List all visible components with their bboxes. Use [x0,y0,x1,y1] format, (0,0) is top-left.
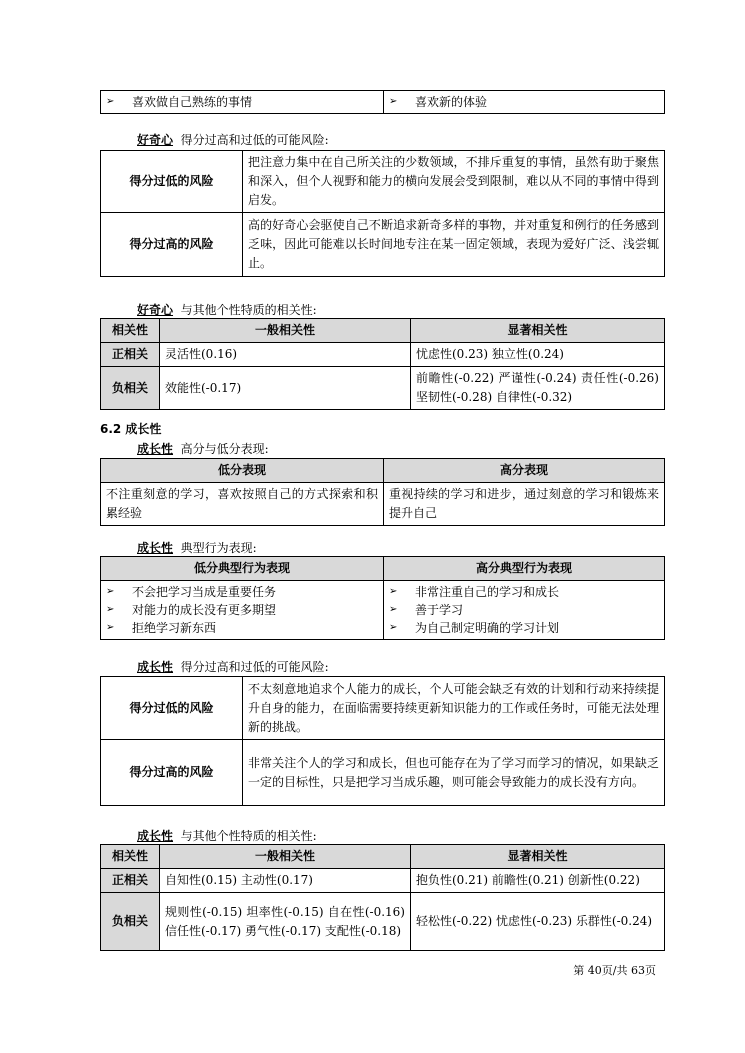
col-header: 高分典型行为表现 [384,557,665,581]
low-performance: 不注重刻意的学习，喜欢按照自己的方式探索和积累经验 [101,483,384,526]
col-header: 低分表现 [101,459,384,483]
row-label: 负相关 [101,893,160,951]
risk-low-label: 得分过低的风险 [101,151,243,213]
list-item: ➢ 非常注重自己的学习和成长 [389,585,560,599]
top-table-left-cell: ➢ 喜欢做自己熟练的事情 [101,91,384,114]
risk-low-text: 把注意力集中在自己所关注的少数领域，不排斥重复的事情，虽然有助于聚焦和深入，但个人视野和能力的横向发展会受到限制，难以从不同的事情中得到启发。 [243,151,665,213]
col-header: 相关性 [101,319,160,343]
growth-behavior-table [100,556,665,640]
growth-behavior-heading: 成长性 典型行为表现: [137,541,257,555]
general-corr: 自知性(0.15) 主动性(0.17) [160,869,411,893]
risk-high-text: 非常关注个人的学习和成长，但也可能存在为了学习而学习的情况，如果缺乏一定的目标性，只是把学习当成乐趣，则可能会导致能力的成长没有方向。 [243,740,665,806]
significant-corr: 轻松性(-0.22) 忧虑性(-0.23) 乐群性(-0.24) [411,893,665,951]
bullet-icon: ➢ [389,586,398,597]
bullet-icon: ➢ [389,604,398,615]
col-header: 一般相关性 [160,319,411,343]
growth-risk-heading: 成长性 得分过高和过低的可能风险: [137,660,329,674]
growth-corr-heading: 成长性 与其他个性特质的相关性: [137,829,317,843]
risk-high-text: 高的好奇心会驱使自己不断追求新奇多样的事物，并对重复和例行的任务感到乏味，因此可能难以长时间地专注在某一固定领域，表现为爱好广泛、浅尝辄止。 [243,213,665,277]
col-header: 显著相关性 [411,319,665,343]
high-behavior-list [384,581,665,640]
general-corr: 规则性(-0.15) 坦率性(-0.15) 自在性(-0.16) 信任性(-0.17) 勇气性(-0.17) 支配性(-0.18) [160,893,411,951]
general-corr: 效能性(-0.17) [160,367,411,410]
list-item: ➢ 对能力的成长没有更多期望 [106,603,277,617]
page-number: 第 40页/共 63页 [573,964,656,977]
risk-high-label: 得分过高的风险 [101,213,243,277]
bullet-icon: ➢ [106,96,115,107]
col-header: 一般相关性 [160,845,411,869]
growth-perf-table [100,458,665,526]
top-table [100,90,665,114]
col-header: 显著相关性 [411,845,665,869]
curiosity-risk-table [100,150,665,277]
list-item: ➢ 不会把学习当成是重要任务 [106,585,277,599]
top-table-right-cell: ➢ 喜欢新的体验 [384,91,665,114]
bullet-icon: ➢ [106,586,115,597]
growth-corr-table [100,844,665,951]
list-item: ➢ 为自己制定明确的学习计划 [389,621,560,635]
risk-low-text: 不太刻意地追求个人能力的成长，个人可能会缺乏有效的计划和行动来持续提升自身的能力，在面临需要持续更新知识能力的工作或任务时，可能无法处理新的挑战。 [243,677,665,740]
high-performance: 重视持续的学习和进步，通过刻意的学习和锻炼来提升自己 [384,483,665,526]
curiosity-risk-heading: 好奇心 得分过高和过低的可能风险: [137,133,329,147]
bullet-icon: ➢ [106,604,115,615]
risk-low-label: 得分过低的风险 [101,677,243,740]
significant-corr: 抱负性(0.21) 前瞻性(0.21) 创新性(0.22) [411,869,665,893]
section-title: 6.2 成长性 [100,422,162,436]
bullet-icon: ➢ [389,622,398,633]
list-item: ➢ 拒绝学习新东西 [106,621,217,635]
growth-risk-table [100,676,665,806]
col-header: 相关性 [101,845,160,869]
significant-corr: 忧虑性(0.23) 独立性(0.24) [411,343,665,367]
bullet-icon: ➢ [389,96,398,107]
row-label: 负相关 [101,367,160,410]
growth-perf-heading: 成长性 高分与低分表现: [137,442,269,456]
risk-high-label: 得分过高的风险 [101,740,243,806]
row-label: 正相关 [101,869,160,893]
curiosity-corr-heading: 好奇心 与其他个性特质的相关性: [137,303,317,317]
significant-corr: 前瞻性(-0.22) 严谨性(-0.24) 责任性(-0.26) 坚韧性(-0.28) 自律性(-0.32) [411,367,665,410]
row-label: 正相关 [101,343,160,367]
low-behavior-list [101,581,384,640]
col-header: 低分典型行为表现 [101,557,384,581]
curiosity-corr-table [100,318,665,410]
general-corr: 灵活性(0.16) [160,343,411,367]
list-item: ➢ 善于学习 [389,603,464,617]
bullet-icon: ➢ [106,622,115,633]
col-header: 高分表现 [384,459,665,483]
